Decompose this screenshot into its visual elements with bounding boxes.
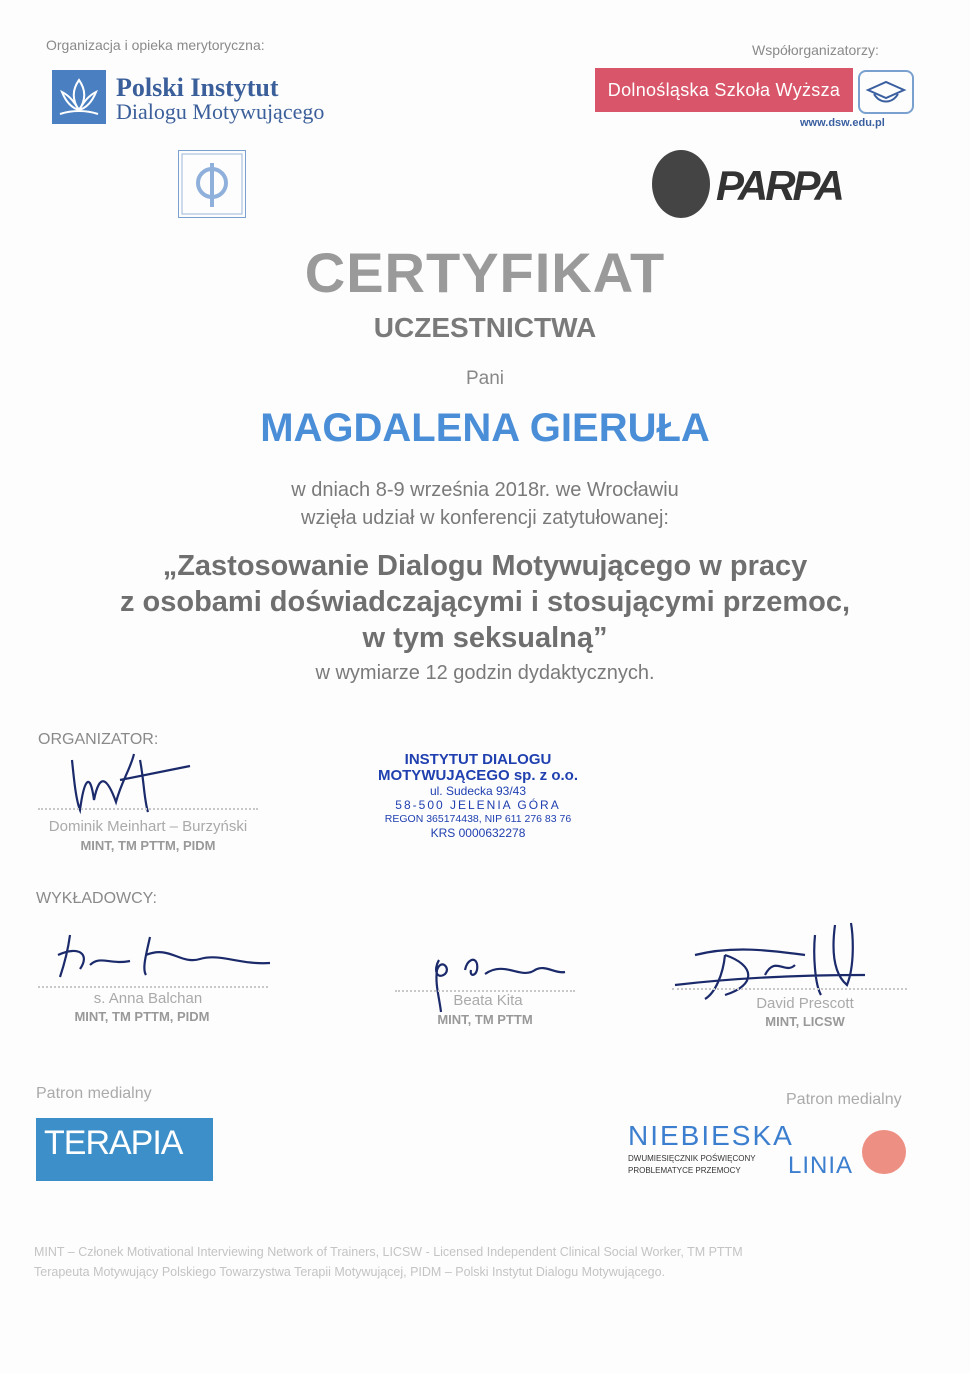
graduation-cap-icon xyxy=(858,70,914,114)
psi-icon xyxy=(179,151,245,217)
hours-line: w wymiarze 12 godzin dydaktycznych. xyxy=(315,662,655,684)
niebieska-subtitle-1: DWUMIESIĘCZNIK POŚWIĘCONY xyxy=(628,1154,756,1163)
parpa-logo: PARPA xyxy=(716,162,842,209)
footnote-line-1: MINT – Członek Motivational Interviewing Network of Trainers, LICSW - Licensed Independent Clinical Social Worker, TM PTTM xyxy=(34,1245,743,1259)
salutation: Pani xyxy=(465,368,505,389)
lecturers-label: WYKŁADOWCY: xyxy=(36,890,157,907)
lecturer-1-signature xyxy=(50,925,280,985)
ptp-psi-logo xyxy=(178,150,246,218)
certificate-body xyxy=(0,476,970,532)
lecturer-2-name: Beata Kita xyxy=(453,992,523,1009)
organizer-signature-line xyxy=(38,808,258,810)
conference-line-1: „Zastosowanie Dialogu Motywującego w pracy xyxy=(162,550,808,582)
patron-right-label: Patron medialny xyxy=(786,1091,902,1108)
certificate-title: CERTYFIKAT xyxy=(304,241,666,304)
date-line: w dniach 8-9 września 2018r. we Wrocławiu xyxy=(291,479,679,501)
stamp-line-6: KRS 0000632278 xyxy=(430,826,526,840)
niebieska-text: NIEBIESKA xyxy=(628,1120,794,1151)
pidm-line1: Polski Instytut xyxy=(116,73,279,102)
terapia-text: TERAPIA xyxy=(44,1124,183,1162)
stamp-line-1: INSTYTUT DIALOGU xyxy=(404,751,552,768)
lecturer-3-titles: MINT, LICSW xyxy=(765,1014,845,1029)
terapia-logo xyxy=(36,1118,213,1181)
conference-title xyxy=(0,548,970,656)
lotus-icon xyxy=(52,70,106,124)
pidm-lotus-logo xyxy=(52,70,106,124)
dsw-logo: Dolnośląska Szkoła Wyższa xyxy=(595,68,853,112)
dsw-url: www.dsw.edu.pl xyxy=(800,117,885,129)
stamp-line-2: MOTYWUJĄCEGO sp. z o.o. xyxy=(377,767,578,784)
participation-line: wzięła udział w konferencji zatytułowanej: xyxy=(301,507,669,529)
lecturer-3-name: David Prescott xyxy=(756,995,854,1012)
conference-line-2: z osobami doświadczającymi i stosującymi przemoc, xyxy=(119,586,851,618)
organizer-titles: MINT, TM PTTM, PIDM xyxy=(80,838,216,853)
stamp-line-5: REGON 365174438, NIP 611 276 83 76 xyxy=(384,813,572,825)
stamp-line-3: ul. Sudecka 93/43 xyxy=(429,784,527,798)
lecturer-2-titles: MINT, TM PTTM xyxy=(437,1012,533,1027)
organizer-heading: Organizacja i opieka merytoryczna: xyxy=(46,37,265,53)
lecturer-1-name: s. Anna Balchan xyxy=(93,990,203,1007)
lecturer-1-signature-line xyxy=(38,986,268,988)
organizer-label: ORGANIZATOR: xyxy=(38,731,159,748)
abbreviations-footnote xyxy=(34,1242,934,1282)
footnote-line-2: Terapeuta Motywujący Polskiego Towarzystwa Terapii Motywującej, PIDM – Polski Instytut Dialogu Motywującego. xyxy=(34,1265,666,1279)
participant-name: MAGDALENA GIERUŁA xyxy=(260,406,710,450)
lecturer-1-titles: MINT, TM PTTM, PIDM xyxy=(74,1009,210,1024)
organizer-name: Dominik Meinhart – Burzyński xyxy=(48,818,248,835)
lecturer-3-signature-line xyxy=(672,988,907,990)
pidm-name xyxy=(116,73,325,124)
pidm-line2: Dialogu Motywującego xyxy=(116,99,325,124)
linia-text: LINIA xyxy=(788,1152,854,1179)
parpa-emblem-icon xyxy=(652,150,710,218)
coorganizers-heading: Współorganizatorzy: xyxy=(752,42,879,58)
company-stamp xyxy=(368,752,588,840)
niebieska-subtitle-2: PROBLEMATYCE PRZEMOCY xyxy=(628,1166,741,1175)
niebieska-circle-icon xyxy=(862,1130,906,1174)
conference-line-3: w tym seksualną” xyxy=(362,622,608,654)
stamp-line-4: 58-500 JELENIA GÓRA xyxy=(395,798,561,812)
niebieska-linia-logo xyxy=(628,1120,854,1179)
certificate-subtitle: UCZESTNICTWA xyxy=(373,312,597,343)
patron-left-label: Patron medialny xyxy=(36,1085,152,1102)
lecturer-3-signature xyxy=(665,915,875,1005)
